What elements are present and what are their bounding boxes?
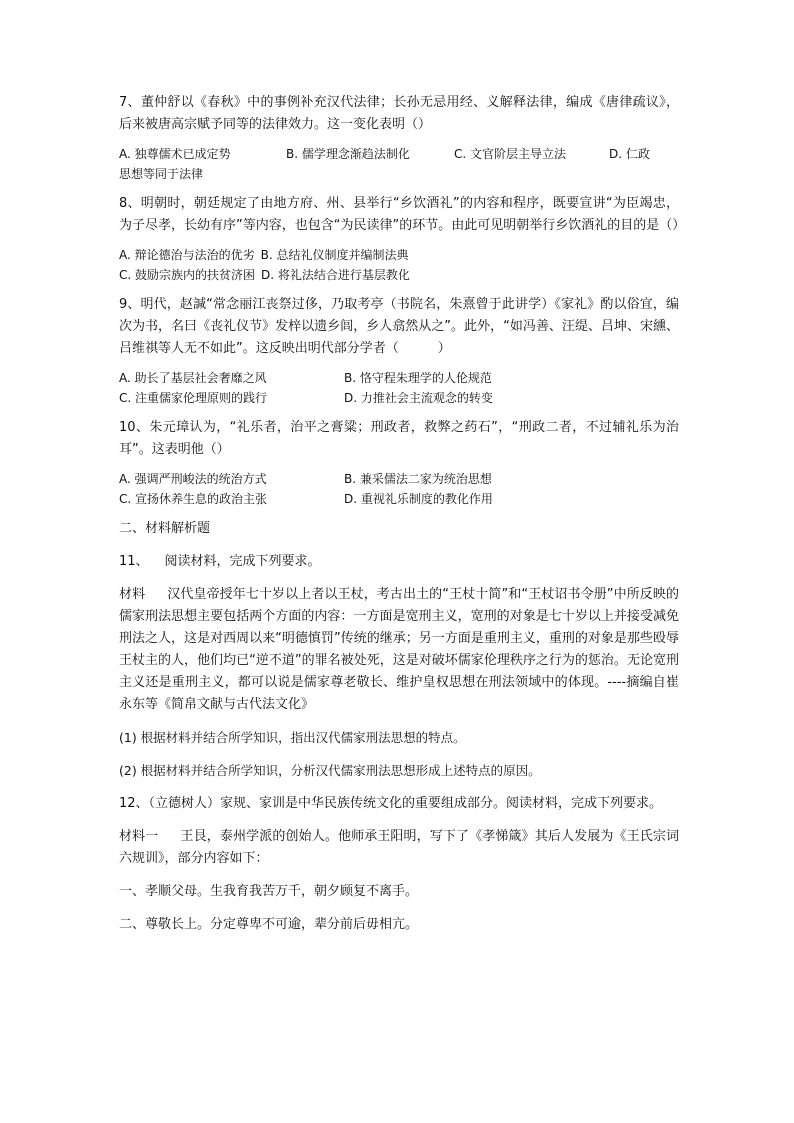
option-b: B. 兼采儒法二家为统治思想: [344, 472, 492, 486]
option-b: B. 恪守程朱理学的人伦规范: [344, 371, 492, 385]
question-instruction: 阅读材料，完成下列要求。: [164, 554, 321, 569]
option-a: A. 助长了基层社会奢靡之风: [119, 371, 267, 385]
family-rule-2: 二、尊敬长上。分定尊卑不可逾，辈分前后毋相亢。: [119, 917, 419, 932]
question-10-options: [119, 469, 679, 509]
question-11-sub-2: (2) 根据材料并结合所学知识，分析汉代儒家刑法思想形成上述特点的原因。: [119, 763, 541, 778]
option-b: B. 儒学理念渐趋法制化: [286, 147, 410, 161]
material-text: 王艮，泰州学派的创始人。他师承王阳明，写下了《孝悌箴》其后人发展为《王氏宗词六规训》，部分内容如下：: [119, 829, 679, 866]
option-c: C. 宣扬休养生息的政治主张: [119, 492, 268, 506]
option-row: [119, 164, 679, 184]
option-c: C. 鼓励宗族内的扶贫济困: [119, 268, 256, 282]
question-11-sub-1: (1) 根据材料并结合所学知识，指出汉代儒家刑法思想的特点。: [119, 730, 466, 745]
question-12-stem: 12、（立德树人）家规、家训是中华民族传统文化的重要组成部分。阅读材料，完成下列要求。: [119, 796, 663, 811]
option-d: D. 重视礼乐制度的教化作用: [344, 492, 493, 506]
family-rule-1: 一、孝顺父母。生我育我苦万千，朝夕顾复不离手。: [119, 884, 419, 899]
section-title: 二、材料解析题: [119, 521, 211, 536]
material-text: 汉代皇帝授年七十岁以上者以王杖，考古出土的“王杖十简”和“王杖诏书令册”中所反映的儒家刑法思想主要包括两个方面的内容：一方面是宽刑主义，宽刑的对象是七十岁以上并接受减免刑法之人，这是对西周以来“明德慎罚”传统的继承；另一方面是重刑主义，重刑的对象是那些殴辱王杖主的人，他们均已“逆不道”的罪名被处死，这是对破坏儒家伦理秩序之行为的惩治。无论宽刑主义还是重刑主义，都可以说是儒家尊老敬长、维护皇权思想在刑法领域中的体现。----摘编自崔永东等《简帛文献与古代法文化》: [119, 587, 679, 712]
option-row: [119, 388, 679, 408]
option-d-continued: 思想等同于法律: [119, 167, 204, 181]
question-7-stem: 7、董仲舒以《春秋》中的事例补充汉代法律；长孙无忌用经、义解释法律，编成《唐律疏议》，后来被唐高宗赋予同等的法律效力。这一变化表明（）: [119, 95, 679, 132]
option-b: B. 总结礼仪制度并编制法典: [260, 248, 409, 262]
option-a: A. 辩论德治与法治的优劣: [119, 248, 255, 262]
option-a: A. 强调严刑峻法的统治方式: [119, 472, 267, 486]
question-8-options: [119, 245, 679, 285]
option-row: [119, 469, 679, 489]
question-number: 11、: [119, 554, 149, 569]
question-8-stem: 8、明朝时，朝廷规定了由地方府、州、县举行“乡饮酒礼”的内容和程序，既要宣讲“为臣竭忠，为子尽孝，长幼有序”等内容，也包含“为民读律”的环节。由此可见明朝举行乡饮酒礼的目的是（）: [119, 196, 686, 233]
question-10-stem: 10、朱元璋认为，“礼乐者，治平之膏粱；刑政者，救弊之药石”，“刑政二者，不过辅礼乐为治耳”。这表明他（）: [119, 420, 679, 457]
question-9-options: [119, 368, 679, 408]
option-d: D. 仁政: [609, 147, 650, 161]
option-d: D. 将礼法结合进行基层教化: [261, 268, 410, 282]
option-row: [119, 368, 679, 388]
option-row: [119, 489, 679, 509]
option-c: C. 注重儒家伦理原则的践行: [119, 391, 268, 405]
option-row: [119, 265, 679, 285]
material-label: 材料一: [119, 829, 159, 844]
document-page: [119, 92, 686, 947]
option-row: [119, 245, 679, 265]
option-row: [119, 144, 679, 164]
question-9-stem: 9、明代，赵諴“常念丽江丧祭过侈，乃取考亭（书院名，朱熹曾于此讲学）《家礼》酌以俗宜，编次为书，名曰《丧礼仪节》发梓以遗乡闾，乡人翕然从之”。此外，“如冯善、汪缇、吕坤、宋纁、吕维祺等人无不如此”。这反映出明代部分学者（ ）: [119, 297, 679, 356]
option-c: C. 文官阶层主导立法: [454, 147, 567, 161]
question-11-material: [119, 584, 679, 716]
option-d: D. 力推社会主流观念的转变: [344, 391, 493, 405]
option-a: A. 独尊儒术已成定势: [119, 147, 231, 161]
question-11-intro: [119, 551, 679, 573]
material-label: 材料: [119, 587, 146, 602]
question-7-options: [119, 144, 679, 184]
question-12-material: [119, 826, 679, 870]
